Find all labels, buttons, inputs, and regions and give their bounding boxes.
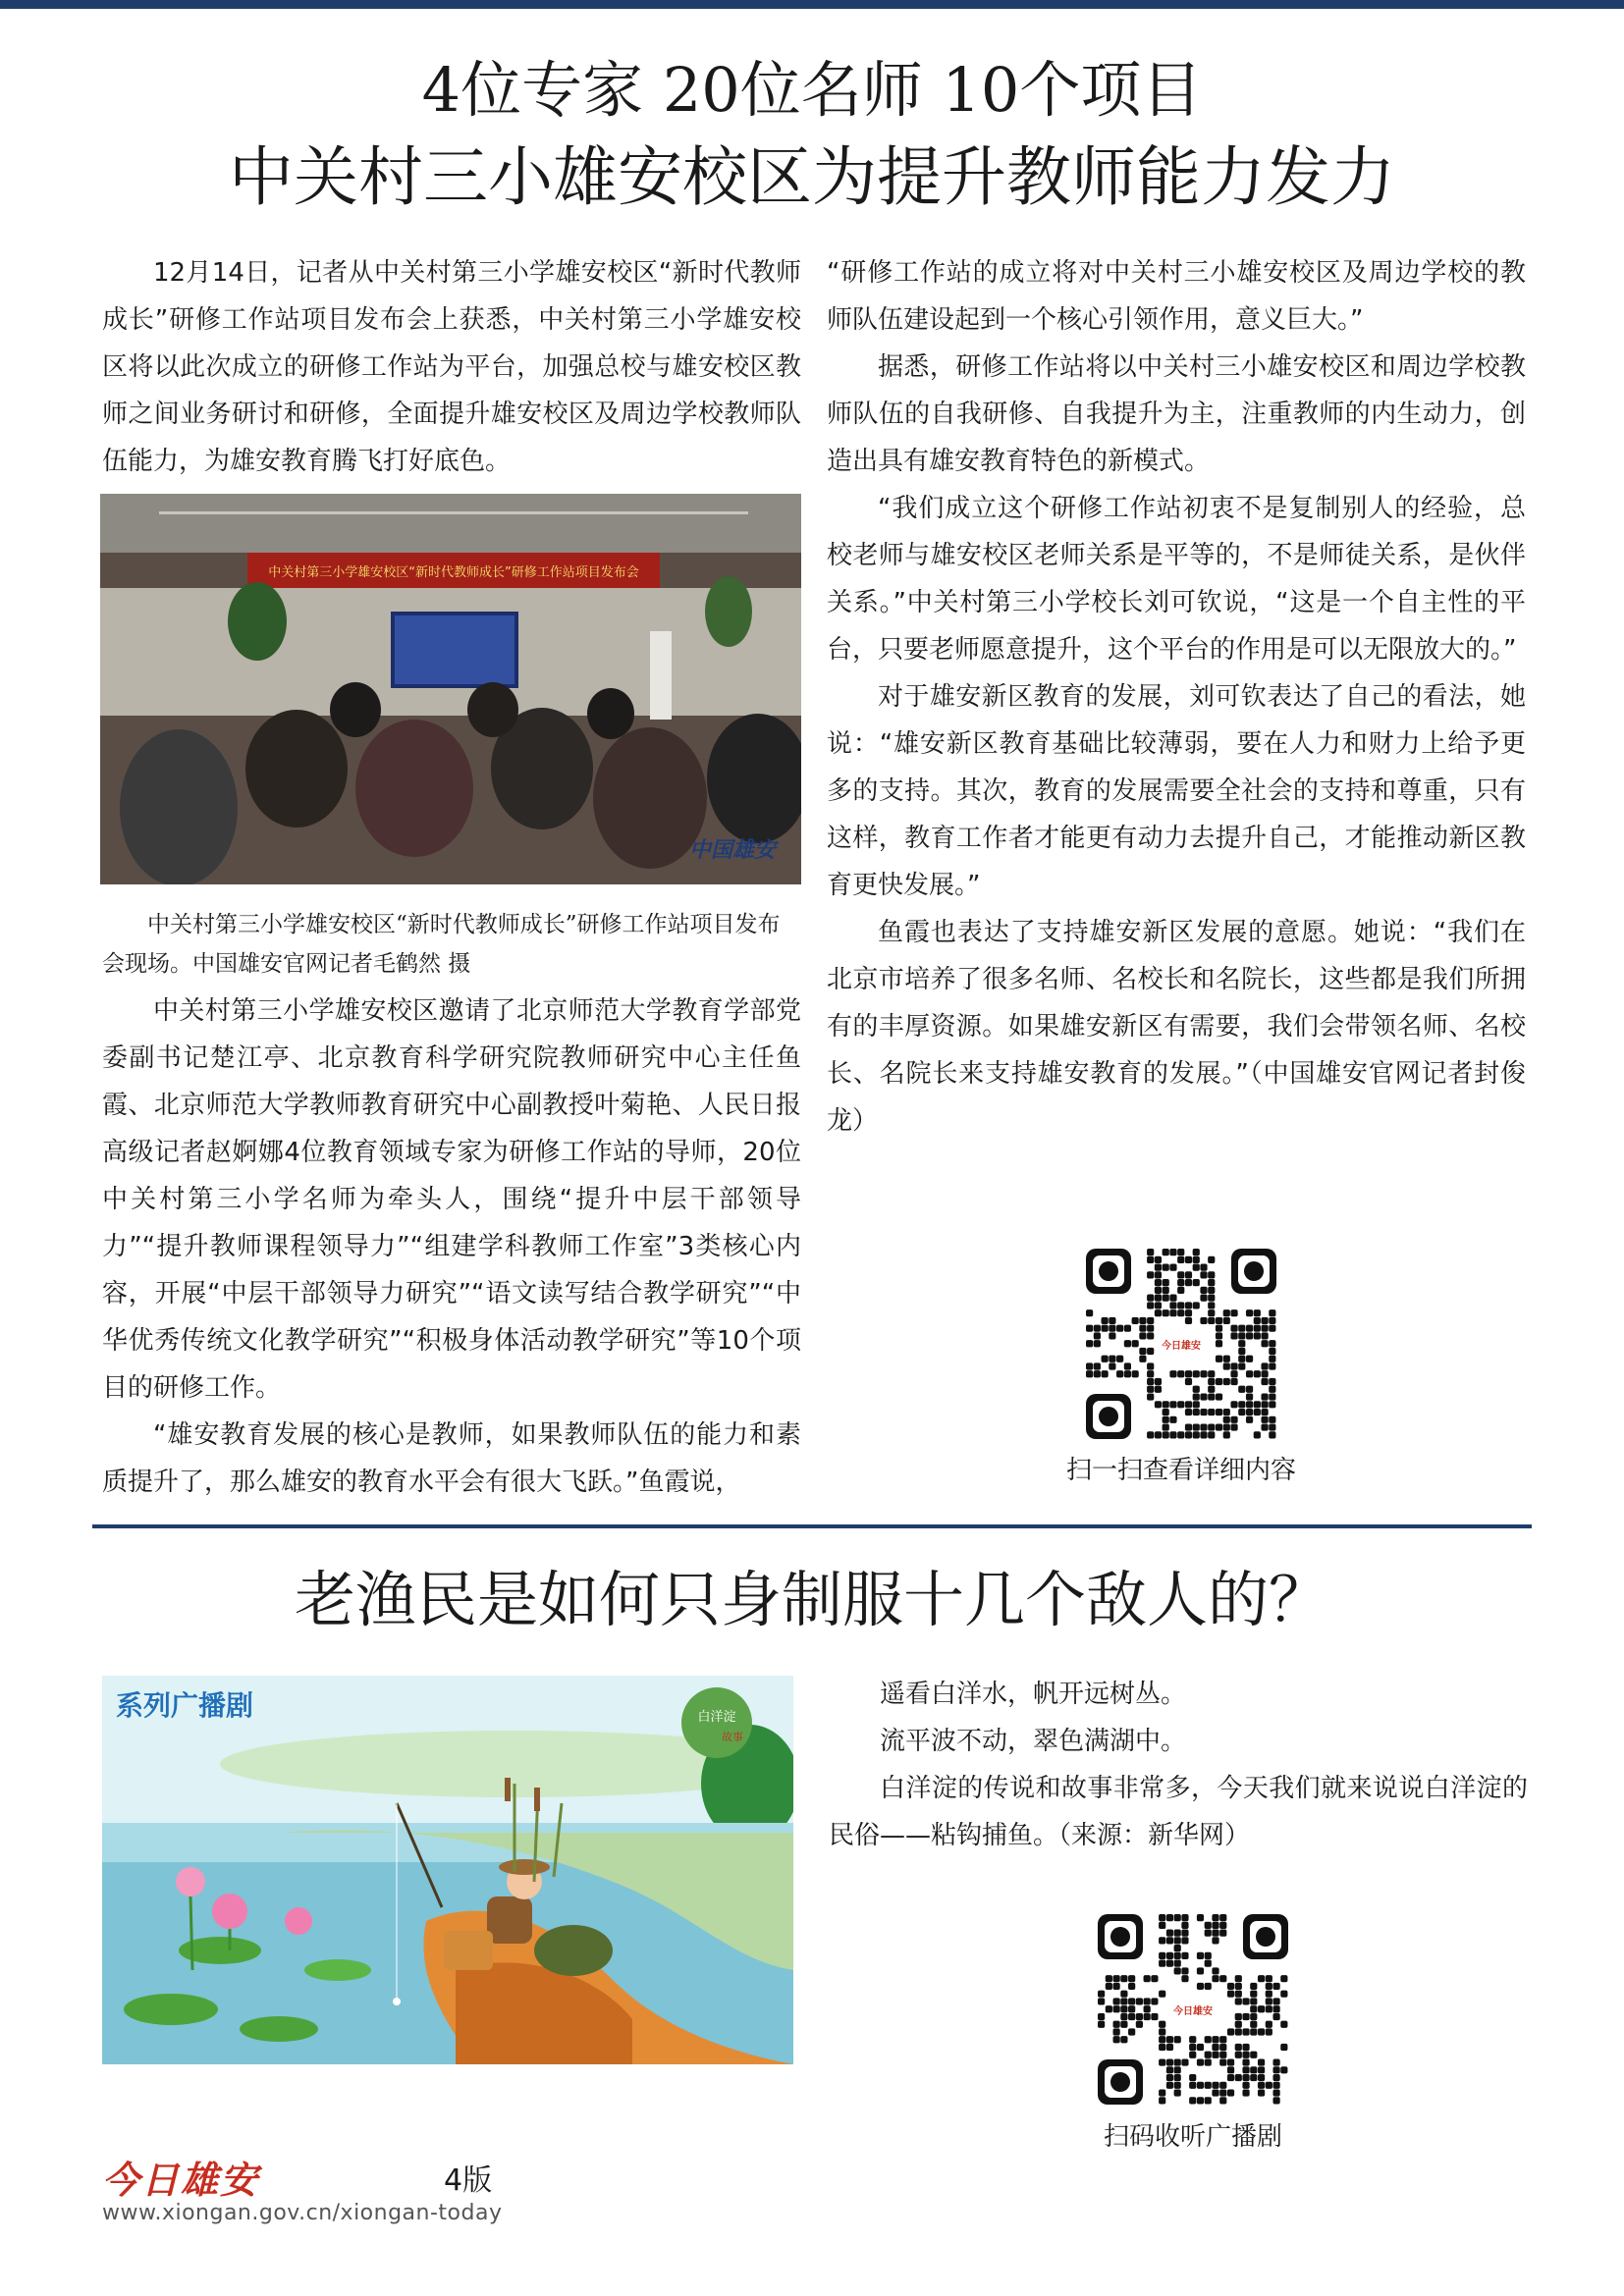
conference-photo bbox=[100, 494, 801, 884]
paragraph: 12月14日，记者从中关村第三小学雄安校区“新时代教师成长”研修工作站项目发布会上获悉，中关村第三小学雄安校区将以此次成立的研修工作站为平台，加强总校与雄安校区教师之间业务研讨和研修，全面提升雄安校区及周边学校教师队伍能力，为雄安教育腾飞打好底色。 bbox=[102, 258, 801, 476]
article2-title: 老渔民是如何只身制服十几个敌人的？ bbox=[294, 1564, 1329, 1635]
footer-url[interactable]: www.xiongan.gov.cn/xiongan-today bbox=[102, 2201, 503, 2225]
page-number: 4版 bbox=[444, 2163, 493, 2198]
article1-title-line2: 中关村三小雄安校区为提升教师能力发力 bbox=[229, 139, 1395, 215]
radio-drama-illustration bbox=[102, 1676, 793, 2064]
paragraph: “雄安教育发展的核心是教师，如果教师队伍的能力和素质提升了，那么雄安的教育水平会有很大飞跃。”鱼霞说， bbox=[102, 1420, 801, 1497]
qr-caption-radio: 扫码收听广播剧 bbox=[1103, 2122, 1282, 2152]
paragraph: 遥看白洋水，帆开远树丛。 bbox=[880, 1680, 1187, 1709]
article1-title-line1: 4位专家 20位名师 10个项目 bbox=[421, 54, 1203, 126]
photo-caption: 中关村第三小学雄安校区“新时代教师成长”研修工作站项目发布会现场。中国雄安官网记者毛鹤然 摄 bbox=[102, 912, 781, 977]
qr-code-details[interactable] bbox=[1080, 1243, 1282, 1445]
article1-left-bottom bbox=[102, 988, 801, 1506]
photo-logo: 中国雄安 bbox=[689, 837, 777, 863]
article1-right-column bbox=[827, 249, 1526, 1145]
paragraph: 鱼霞也表达了支持雄安新区发展的意愿。她说：“我们在北京市培养了很多名师、名校长和名院长，这些都是我们所拥有的丰厚资源。如果雄安新区有需要，我们会带领名师、名校长、名院长来支持雄安教育的发展。”（中国雄安官网记者封俊龙） bbox=[827, 918, 1526, 1136]
top-bar bbox=[0, 0, 1624, 9]
paragraph: “研修工作站的成立将对中关村三小雄安校区及周边学校的教师队伍建设起到一个核心引领作用，意义巨大。” bbox=[827, 258, 1526, 335]
qr-code-radio[interactable] bbox=[1092, 1908, 1294, 2110]
badge-label: 白洋淀 bbox=[697, 1710, 736, 1725]
qr-caption-details: 扫一扫查看详细内容 bbox=[1065, 1456, 1296, 1485]
article2-text bbox=[829, 1671, 1528, 1859]
photo-banner-text: 中关村第三小学雄安校区“新时代教师成长”研修工作站项目发布会 bbox=[268, 565, 639, 580]
qr-logo: 今日雄安 bbox=[1162, 1341, 1201, 1352]
badge-sub-label: 故事 bbox=[722, 1731, 743, 1743]
paragraph: 据悉，研修工作站将以中关村三小雄安校区和周边学校教师队伍的自我研修、自我提升为主，注重教师的内生动力，创造出具有雄安教育特色的新模式。 bbox=[827, 352, 1526, 476]
article1-left-top bbox=[102, 249, 801, 485]
paragraph: 流平波不动，翠色满湖中。 bbox=[880, 1727, 1187, 1756]
section-divider bbox=[92, 1524, 1532, 1528]
paragraph: 中关村第三小学雄安校区邀请了北京师范大学教育学部党委副书记楚江亭、北京教育科学研究院教师研究中心主任鱼霞、北京师范大学教师教育研究中心副教授叶菊艳、人民日报高级记者赵婀娜4位教育领域专家为研修工作站的导师，20位中关村第三小学名师为牵头人，围绕“提升中层干部领导力”“提升教师课程领导力”“组建学科教师工作室”3类核心内容，开展“中层干部领导力研究”“语文读写结合教学研究”“中华优秀传统文化教学研究”“积极身体活动教学研究”等10个项目的研修工作。 bbox=[102, 996, 801, 1403]
brand-logo: 今日雄安 bbox=[102, 2158, 260, 2202]
paragraph: “我们成立这个研修工作站初衷不是复制别人的经验，总校老师与雄安校区老师关系是平等的，不是师徒关系，是伙伴关系。”中关村第三小学校长刘可钦说，“这是一个自主性的平台，只要老师愿意提升，这个平台的作用是可以无限放大的。” bbox=[827, 494, 1526, 665]
qr-logo: 今日雄安 bbox=[1173, 2006, 1213, 2017]
paragraph: 白洋淀的传说和故事非常多，今天我们就来说说白洋淀的民俗——粘钩捕鱼。（来源：新华网） bbox=[829, 1774, 1528, 1850]
paragraph: 对于雄安新区教育的发展，刘可钦表达了自己的看法，她说：“雄安新区教育基础比较薄弱，要在人力和财力上给予更多的支持。其次，教育的发展需要全社会的支持和尊重，只有这样，教育工作者才能更有动力去提升自己，才能推动新区教育更快发展。” bbox=[827, 682, 1526, 900]
series-label: 系列广播剧 bbox=[116, 1689, 254, 1722]
